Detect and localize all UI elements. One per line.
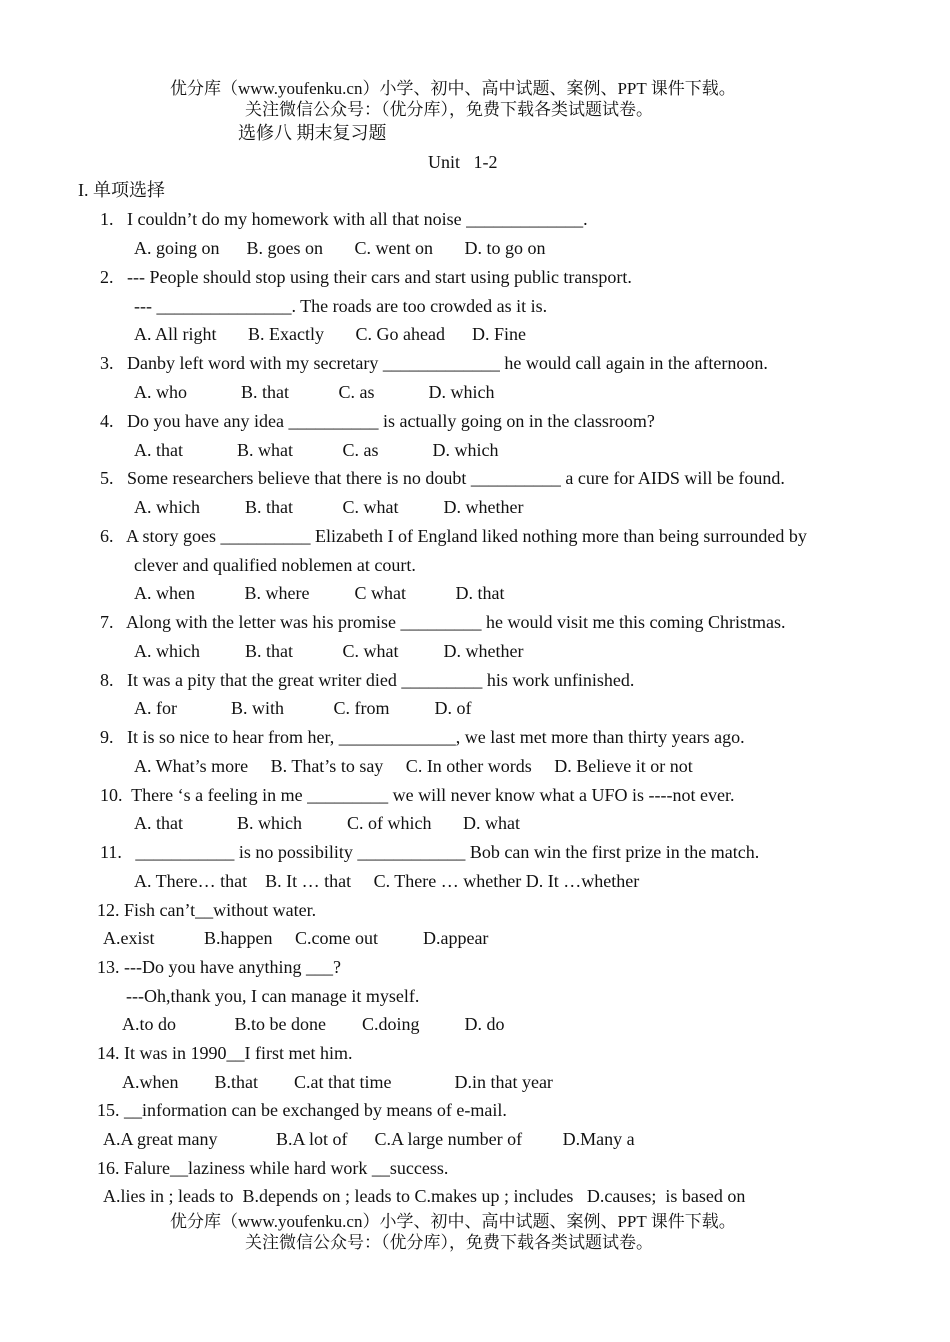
options-line: A. What’s more B. That’s to say C. In other words D. Believe it or not <box>134 756 693 776</box>
unit-heading: Unit 1-2 <box>428 152 498 172</box>
question-line: 12. Fish can’t__without water. <box>97 900 317 920</box>
question-line: 10. There ‘s a feeling in me _________ we will never know what a UFO is ----not ever. <box>100 785 735 805</box>
question-line: 2. --- People should stop using their cars and start using public transport. <box>100 267 632 287</box>
question-line: 7. Along with the letter was his promise _________ he would visit me this coming Christmas. <box>100 612 786 632</box>
question-line: ---Oh,thank you, I can manage it myself. <box>126 986 420 1006</box>
options-line: A. going on B. goes on C. went on D. to go on <box>134 238 546 258</box>
options-line: A.when B.that C.at that time D.in that year <box>122 1072 553 1092</box>
section-heading: I. 单项选择 <box>78 180 165 200</box>
document-title: 选修八 期末复习题 <box>238 123 387 143</box>
footer-line-2: 关注微信公众号：（优分库），免费下载各类试题试卷。 <box>245 1233 653 1252</box>
options-line: A. for B. with C. from D. of <box>134 698 472 718</box>
question-line: clever and qualified noblemen at court. <box>134 555 416 575</box>
question-line: 6. A story goes __________ Elizabeth I of England liked nothing more than being surrounded by <box>100 526 807 546</box>
question-line: 5. Some researchers believe that there is no doubt __________ a cure for AIDS will be found. <box>100 468 785 488</box>
header-line-1: 优分库（www.youfenku.cn）小学、初中、高中试题、案例、PPT 课件下载。 <box>170 79 736 98</box>
question-line: 9. It is so nice to hear from her, _____________, we last met more than thirty years ago. <box>100 727 745 747</box>
options-line: A.exist B.happen C.come out D.appear <box>103 928 489 948</box>
options-line: A.lies in ; leads to B.depends on ; leads to C.makes up ; includes D.causes; is based on <box>103 1186 746 1206</box>
options-line: A. which B. that C. what D. whether <box>134 641 524 661</box>
question-line: 15. __information can be exchanged by means of e-mail. <box>97 1100 507 1120</box>
options-line: A.A great many B.A lot of C.A large number of D.Many a <box>103 1129 635 1149</box>
options-line: A. which B. that C. what D. whether <box>134 497 524 517</box>
options-line: A. when B. where C what D. that <box>134 583 505 603</box>
options-line: A. There… that B. It … that C. There … whether D. It …whether <box>134 871 640 891</box>
question-line: 3. Danby left word with my secretary _____________ he would call again in the afternoon. <box>100 353 768 373</box>
question-line: --- _______________. The roads are too crowded as it is. <box>134 296 548 316</box>
options-line: A. All right B. Exactly C. Go ahead D. Fine <box>134 324 526 344</box>
question-line: 4. Do you have any idea __________ is actually going on in the classroom? <box>100 411 655 431</box>
question-line: 16. Falure__laziness while hard work __success. <box>97 1158 449 1178</box>
question-line: 14. It was in 1990__I first met him. <box>97 1043 353 1063</box>
question-line: 8. It was a pity that the great writer died _________ his work unfinished. <box>100 670 635 690</box>
options-line: A. that B. which C. of which D. what <box>134 813 520 833</box>
options-line: A. who B. that C. as D. which <box>134 382 495 402</box>
header-line-2: 关注微信公众号：（优分库），免费下载各类试题试卷。 <box>245 100 653 119</box>
options-line: A. that B. what C. as D. which <box>134 440 499 460</box>
footer-line-1: 优分库（www.youfenku.cn）小学、初中、高中试题、案例、PPT 课件下载。 <box>170 1212 736 1231</box>
question-line: 13. ---Do you have anything ___? <box>97 957 341 977</box>
question-line: 1. I couldn’t do my homework with all that noise _____________. <box>100 209 588 229</box>
question-line: 11. ___________ is no possibility ____________ Bob can win the first prize in the match. <box>100 842 760 862</box>
options-line: A.to do B.to be done C.doing D. do <box>122 1014 505 1034</box>
